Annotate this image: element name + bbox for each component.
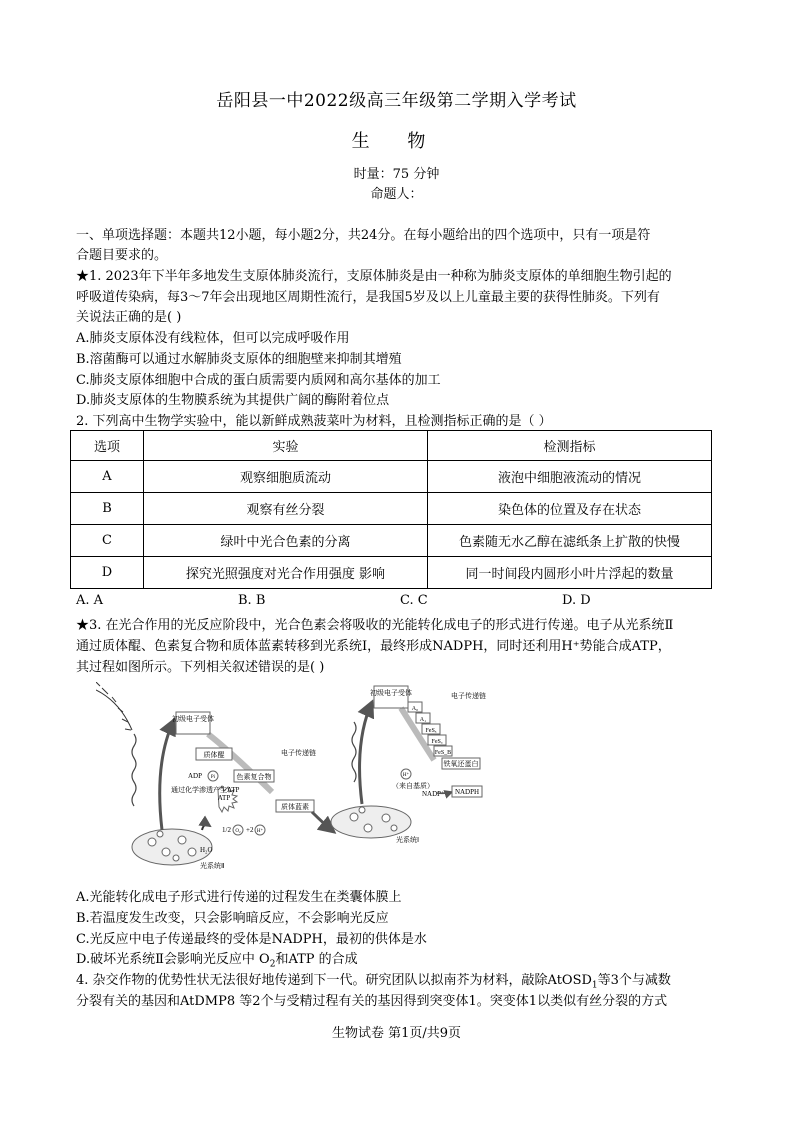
electron-arrow bbox=[360, 702, 372, 804]
photosystem-i bbox=[331, 806, 411, 838]
photosynthesis-diagram bbox=[96, 682, 496, 878]
ferredoxin-label: 铁氧还蛋白 bbox=[443, 760, 479, 768]
plastocyanin-label: 质体蓝素 bbox=[281, 803, 309, 811]
table-row bbox=[71, 525, 712, 557]
q2-choice-a: A. A bbox=[76, 593, 104, 608]
q3-option-d-text: D.破坏光系统Ⅱ会影响光反应中 O bbox=[76, 952, 270, 967]
q4-stem: 分裂有关的基因和AtDMP8 等2个与受精过程有关的基因得到突变体1。突变体1以类似有丝分裂的方式 bbox=[76, 994, 668, 1009]
section-instructions: 一、单项选择题：本题共12小题，每小题2分，共24分。在每小题给出的四个选项中，只有一项是符 bbox=[76, 228, 651, 243]
q4-stem-sub: 1 bbox=[591, 980, 598, 991]
sun-icon bbox=[96, 682, 132, 730]
pi-label: Pi bbox=[210, 775, 216, 780]
q4-stem-text-end: 等3个与减数 bbox=[597, 973, 671, 988]
exam-title: 岳阳县一中2022级高三年级第二学期入学考试 bbox=[216, 91, 577, 111]
q2-choice-d: D. D bbox=[562, 593, 591, 608]
table-row bbox=[71, 461, 712, 493]
h-label: H⁺ bbox=[256, 829, 264, 834]
q2-choice-b: B. B bbox=[238, 593, 266, 608]
q2-stem: 2. 下列高中生物学实验中，能以新鲜成熟菠菜叶为材料，且检测指标正确的是（ ） bbox=[76, 414, 552, 429]
table-header: 检测指标 bbox=[428, 431, 712, 461]
nadp-label: NADP⁺ bbox=[422, 790, 445, 798]
fesa-label: FeSₐ bbox=[431, 739, 443, 745]
h2o-label: H₂O bbox=[200, 846, 213, 854]
table-cell: D bbox=[71, 557, 144, 589]
q1-stem: ★1. 2023年下半年多地发生支原体肺炎流行，支原体肺炎是由一种称为肺炎支原体的单细胞生物引起的 bbox=[76, 269, 672, 284]
light-ray-icon bbox=[352, 722, 356, 782]
h-source-label: （来自基质） bbox=[392, 782, 434, 790]
table-cell: 探究光照强度对光合作用强度 影响 bbox=[144, 557, 428, 589]
q3-stem: 通过质体醌、色素复合物和质体蓝素转移到光系统Ⅰ，最终形成NADPH，同时还利用H⁺势能合成ATP， bbox=[76, 639, 671, 654]
table-cell: 绿叶中光合色素的分离 bbox=[144, 525, 428, 557]
two-h-label: +2 bbox=[246, 826, 254, 834]
table-cell: B bbox=[71, 493, 144, 525]
acceptor2-label: 初级电子受体 bbox=[370, 689, 412, 697]
chemiosmosis-label: 通过化学渗透产生ATP bbox=[171, 786, 240, 794]
electron-arrow bbox=[160, 720, 174, 830]
adp-label: ADP bbox=[188, 772, 203, 780]
atp-label: ATP bbox=[217, 794, 231, 802]
q3-stem: ★3. 在光合作用的光反应阶段中，光合色素会将吸收的光能转化成电子的形式进行传递。电子从光系统Ⅱ bbox=[76, 618, 674, 633]
table-cell: 液泡中细胞液流动的情况 bbox=[428, 461, 712, 493]
q3-option-a: A.光能转化成电子形式进行传递的过程发生在类囊体膜上 bbox=[76, 890, 402, 905]
table-row bbox=[71, 493, 712, 525]
table-header-row bbox=[71, 431, 712, 461]
q1-option-c: C.肺炎支原体细胞中合成的蛋白质需要内质网和高尔基体的加工 bbox=[76, 373, 441, 388]
half-label: 1/2 bbox=[222, 826, 231, 834]
chain2-label: 电子传递链 bbox=[451, 692, 486, 700]
table-row bbox=[71, 557, 712, 589]
q1-option-a: A.肺炎支原体没有线粒体，但可以完成呼吸作用 bbox=[76, 331, 350, 346]
q4-stem-text: 4. 杂交作物的优势性状无法很好地传递到下一代。研究团队以拟南芥为材料，敲除AtOSD bbox=[76, 973, 592, 988]
ps2-label: 光系统Ⅱ bbox=[200, 862, 225, 870]
exam-author: 命题人： bbox=[370, 187, 423, 202]
exam-time: 时量：75 分钟 bbox=[353, 167, 440, 182]
table-header: 实验 bbox=[144, 431, 428, 461]
fesx-label: FeSₓ bbox=[425, 728, 437, 734]
a0-label: A₀ bbox=[411, 706, 419, 712]
q1-stem: 关说法正确的是( ) bbox=[76, 310, 182, 325]
page-footer: 生物试卷 第1页/共9页 bbox=[331, 1026, 462, 1041]
q3-option-d-text-end: 和ATP 的合成 bbox=[275, 952, 358, 967]
pigment-complex-label: 色素复合物 bbox=[236, 773, 272, 781]
q3-option-d-sub: 2 bbox=[269, 959, 276, 970]
nadph-label: NADPH bbox=[454, 788, 480, 796]
q1-option-b: B.溶菌酶可以通过水解肺炎支原体的细胞壁来抑制其增殖 bbox=[76, 352, 402, 367]
ps1-label: 光系统Ⅰ bbox=[396, 836, 420, 844]
primary-acceptor-label: 初级电子受体 bbox=[172, 715, 214, 723]
q1-option-d: D.肺炎支原体的生物膜系统为其提供广阔的酶附着位点 bbox=[76, 393, 390, 408]
section-instructions-cont: 合题目要求的。 bbox=[76, 248, 168, 263]
light-ray-icon bbox=[132, 734, 136, 806]
table-cell: 色素随无水乙醇在滤纸条上扩散的快慢 bbox=[428, 525, 712, 557]
q3-option-b: B.若温度发生改变，只会影响暗反应，不会影响光反应 bbox=[76, 911, 389, 926]
table-header: 选项 bbox=[71, 431, 144, 461]
a1-label: A₁ bbox=[419, 717, 427, 723]
fesb-label: FeS_B bbox=[434, 750, 452, 756]
h-plus-label: H⁺ bbox=[402, 773, 410, 778]
plastoquinone-label: 质体醌 bbox=[203, 751, 225, 759]
electron-chain-label: 电子传递链 bbox=[281, 749, 316, 757]
q4-stem bbox=[76, 969, 671, 991]
table-cell: C bbox=[71, 525, 144, 557]
table-cell: 观察细胞质流动 bbox=[144, 461, 428, 493]
table-cell: 观察有丝分裂 bbox=[144, 493, 428, 525]
q1-stem: 呼吸道传染病，每3～7年会出现地区周期性流行，是我国5岁及以上儿童最主要的获得性肺炎。下列有 bbox=[76, 290, 660, 305]
o2-label: O₂ bbox=[235, 829, 241, 834]
q2-choice-c: C. C bbox=[400, 593, 428, 608]
q3-option-c: C.光反应中电子传递最终的受体是NADPH，最初的供体是水 bbox=[76, 932, 427, 947]
q3-stem: 其过程如图所示。下列相关叙述错误的是( ) bbox=[76, 660, 325, 675]
exam-subject: 生 物 bbox=[351, 131, 442, 152]
table-cell: 染色体的位置及存在状态 bbox=[428, 493, 712, 525]
table-cell: 同一时间段内圆形小叶片浮起的数量 bbox=[428, 557, 712, 589]
table-cell: A bbox=[71, 461, 144, 493]
q2-table bbox=[70, 430, 712, 589]
q3-option-d bbox=[76, 948, 358, 970]
